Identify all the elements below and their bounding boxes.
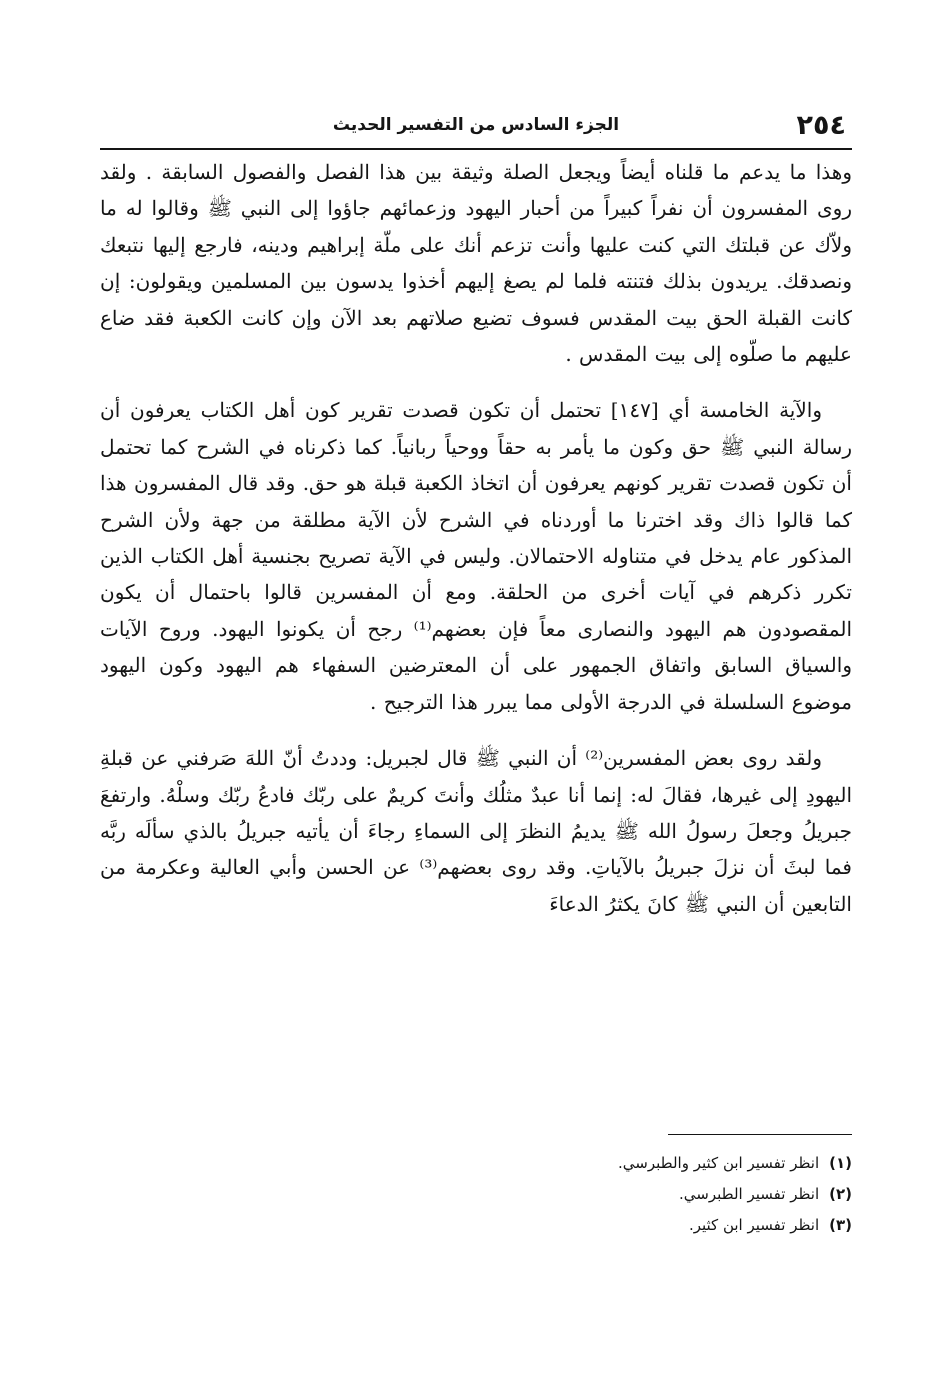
footnote-number: (١) [829,1154,852,1172]
footnote-3 [152,1210,852,1241]
footnote-text: انظر تفسير ابن كثير. [688,1216,820,1234]
page-header [100,98,852,150]
footnote-divider [668,1134,852,1135]
page-number: ٢٥٤ [796,110,846,141]
footnotes [152,1148,852,1241]
paragraph-2: والآية الخامسة أي [١٤٧] تحتمل أن تكون قصدت تقرير كون أهل الكتاب يعرفون أن رسالة النبي ﷺ حق وكون ما يأمر به حقاً ووحياً ربانياً. كما ذكرناه في الشرح كما تحتمل أن تكون قصدت تقرير كونهم يعرفون أن اتخاذ الكعبة قبلة هو حق. وقد قال المفسرون هذا كما قالوا ذاك وقد اخترنا ما أوردناه في الشرح لأن الآية مطلقة من جهة ولأن الشرح المذكور عام يدخل في متناوله الاحتمالان. وليس في الآية تصريح بجنسية أهل الكتاب الذين تكرر ذكرهم في آيات أخرى من الحلقة. ومع أن المفسرين قالوا باحتمال أن يكون المقصودون هم اليهود والنصارى معاً فإن بعضهم⁽¹⁾ رجح أن يكونوا اليهود. وروح الآيات والسياق السابق واتفاق الجمهور على أن المعترضين السفهاء هم اليهود وكون اليهود موضوع السلسلة في الدرجة الأولى مما يبرر هذا الترجيح . [100,398,853,714]
main-text [100,154,852,922]
paragraph-3: ولقد روى بعض المفسرين⁽²⁾ أن النبي ﷺ قال لجبريل: وددتُ أنّ اللهَ صَرفني عن قبلةِ اليهودِ إلى غيرها، فقالَ له: إنما أنا عبدٌ مثلُك وأنتَ كريمٌ على ربّك فادعُ ربّك وسلْهُ. وارتفعَ جبريلُ وجعلَ رسولُ الله ﷺ يديمُ النظرَ إلى السماءِ رجاءَ أن يأتيه جبريلُ بالذي سألَه ربَّه فما لبثَ أن نزلَ جبريلُ بالآياتِ. وقد روى بعضهم⁽³⁾ عن الحسن وأبي العالية وعكرمة من التابعين أن النبي ﷺ كانَ يكثرُ الدعاءَ [100,746,852,916]
footnote-number: (٢) [829,1185,852,1203]
footnote-number: (٣) [829,1216,852,1234]
running-title: الجزء السادس من التفسير الحديث [332,115,620,135]
footnote-2 [152,1179,852,1210]
footnote-text: انظر تفسير الطبرسي. [679,1185,820,1203]
footnote-1 [152,1148,852,1179]
footnote-text: انظر تفسير ابن كثير والطبرسي. [618,1154,820,1172]
paragraph-1: وهذا ما يدعم ما قلناه أيضاً ويجعل الصلة وثيقة بين هذا الفصل والفصول السابقة . ولقد روى المفسرون أن نفراً كبيراً من أحبار اليهود وزعمائهم جاؤوا إلى النبي ﷺ وقالوا له ما ولاّك عن قبلتك التي كنت عليها وأنت تزعم أنك على ملّة إبراهيم ودينه، فارجع إليها نتبعك ونصدقك. يريدون بذلك فتنته فلما لم يصغ إليهم أخذوا يدسون بين المسلمين ويقولون: إن كانت القبلة الحق بيت المقدس فسوف تضيع صلاتهم بعد الآن وإن كانت الكعبة فقد ضاع عليهم ما صلّوه إلى بيت المقدس . [100,160,852,367]
